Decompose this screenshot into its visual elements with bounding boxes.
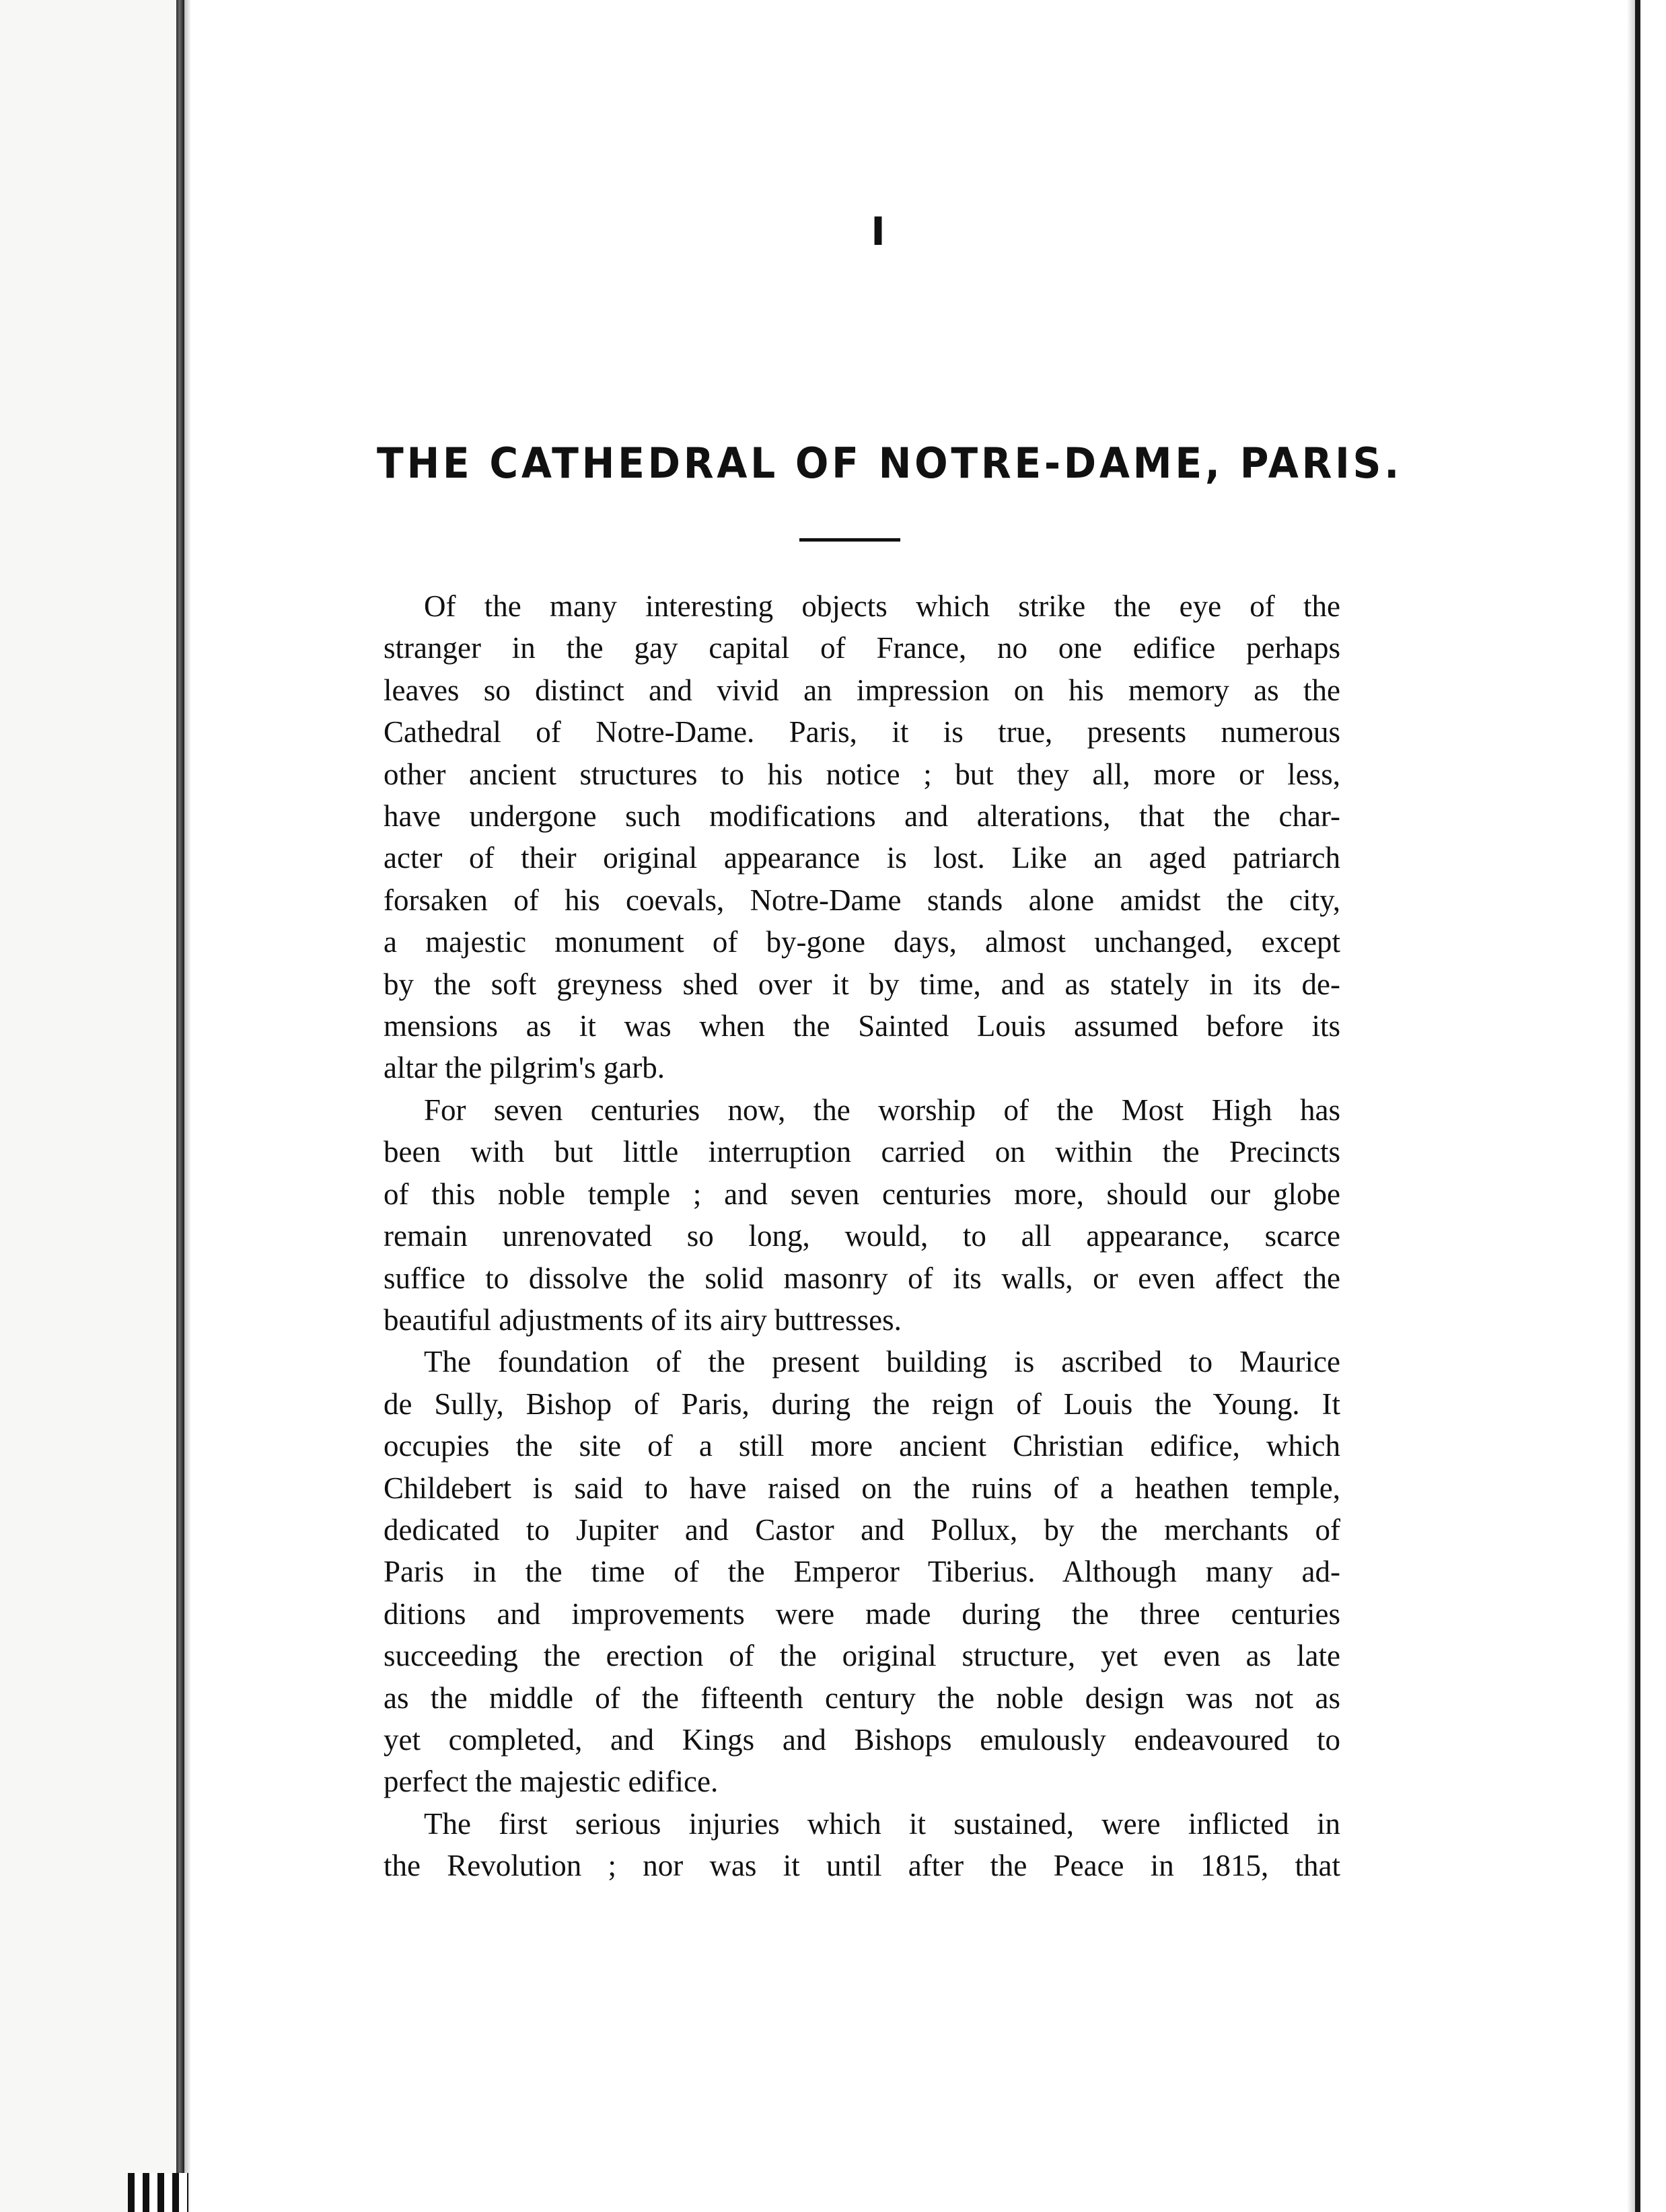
- text-line: other ancient structures to his notice ; but they all, more or less,: [384, 757, 1340, 791]
- text-line: altar the pilgrim's garb.: [384, 1051, 665, 1085]
- text-line: of this noble temple ; and seven centuries more, should our globe: [384, 1177, 1340, 1211]
- scan-edge-marks: [128, 2173, 188, 2212]
- book-binding-edge: [176, 0, 184, 2212]
- page-number: I: [871, 209, 885, 254]
- text-line: forsaken of his coevals, Notre-Dame stands alone amidst the city,: [384, 883, 1340, 917]
- text-line: suffice to dissolve the solid masonry of its walls, or even affect the: [384, 1261, 1340, 1295]
- text-line: succeeding the erection of the original structure, yet even as late: [384, 1639, 1340, 1673]
- text-line: been with but little interruption carried on within the Precincts: [384, 1135, 1340, 1169]
- text-line: the Revolution ; nor was it until after the Peace in 1815, that: [384, 1849, 1340, 1883]
- text-line: by the soft greyness shed over it by time, and as stately in its de-: [384, 967, 1340, 1001]
- text-line: yet completed, and Kings and Bishops emulously endeavoured to: [384, 1722, 1340, 1757]
- text-line: For seven centuries now, the worship of the Most High has: [424, 1093, 1340, 1127]
- binding-shadow: [184, 0, 191, 2212]
- text-line: stranger in the gay capital of France, no one edifice perhaps: [384, 631, 1340, 665]
- text-line: acter of their original appearance is lost. Like an aged patriarch: [384, 841, 1340, 875]
- right-page-edge: [1635, 0, 1640, 2212]
- text-line: Cathedral of Notre-Dame. Paris, it is true, presents numerous: [384, 715, 1340, 749]
- text-line: Childebert is said to have raised on the ruins of a heathen temple,: [384, 1471, 1340, 1505]
- text-line: occupies the site of a still more ancient Christian edifice, which: [384, 1429, 1340, 1463]
- paragraph-4: [384, 1803, 1340, 1887]
- right-edge-shadow: [1627, 0, 1635, 2212]
- text-line: beautiful adjustments of its airy buttresses.: [384, 1302, 902, 1337]
- title-rule: [799, 538, 900, 542]
- text-line: de Sully, Bishop of Paris, during the reign of Louis the Young. It: [384, 1387, 1340, 1421]
- text-line: The foundation of the present building is ascribed to Maurice: [424, 1345, 1340, 1379]
- text-line: Of the many interesting objects which strike the eye of the: [424, 589, 1340, 623]
- text-line: as the middle of the fifteenth century the noble design was not as: [384, 1681, 1340, 1715]
- text-line: remain unrenovated so long, would, to all appearance, scarce: [384, 1219, 1340, 1253]
- left-page-margin: [0, 0, 182, 2212]
- text-line: leaves so distinct and vivid an impression on his memory as the: [384, 673, 1340, 707]
- article-body: [384, 585, 1340, 1887]
- text-line: dedicated to Jupiter and Castor and Pollux, by the merchants of: [384, 1512, 1340, 1547]
- paragraph-1: [384, 585, 1340, 1089]
- text-line: a majestic monument of by-gone days, almost unchanged, except: [384, 925, 1340, 959]
- text-line: have undergone such modifications and alterations, that the char-: [384, 799, 1340, 834]
- text-line: The first serious injuries which it sustained, were inflicted in: [424, 1806, 1340, 1841]
- text-line: ditions and improvements were made during the three centuries: [384, 1596, 1340, 1631]
- text-line: mensions as it was when the Sainted Louis assumed before its: [384, 1009, 1340, 1043]
- text-line: perfect the majestic edifice.: [384, 1765, 719, 1799]
- page-title: THE CATHEDRAL OF NOTRE-DAME, PARIS.: [377, 439, 1403, 488]
- paragraph-3: [384, 1341, 1340, 1802]
- paragraph-2: [384, 1089, 1340, 1341]
- text-line: Paris in the time of the Emperor Tiberius. Although many ad-: [384, 1555, 1340, 1589]
